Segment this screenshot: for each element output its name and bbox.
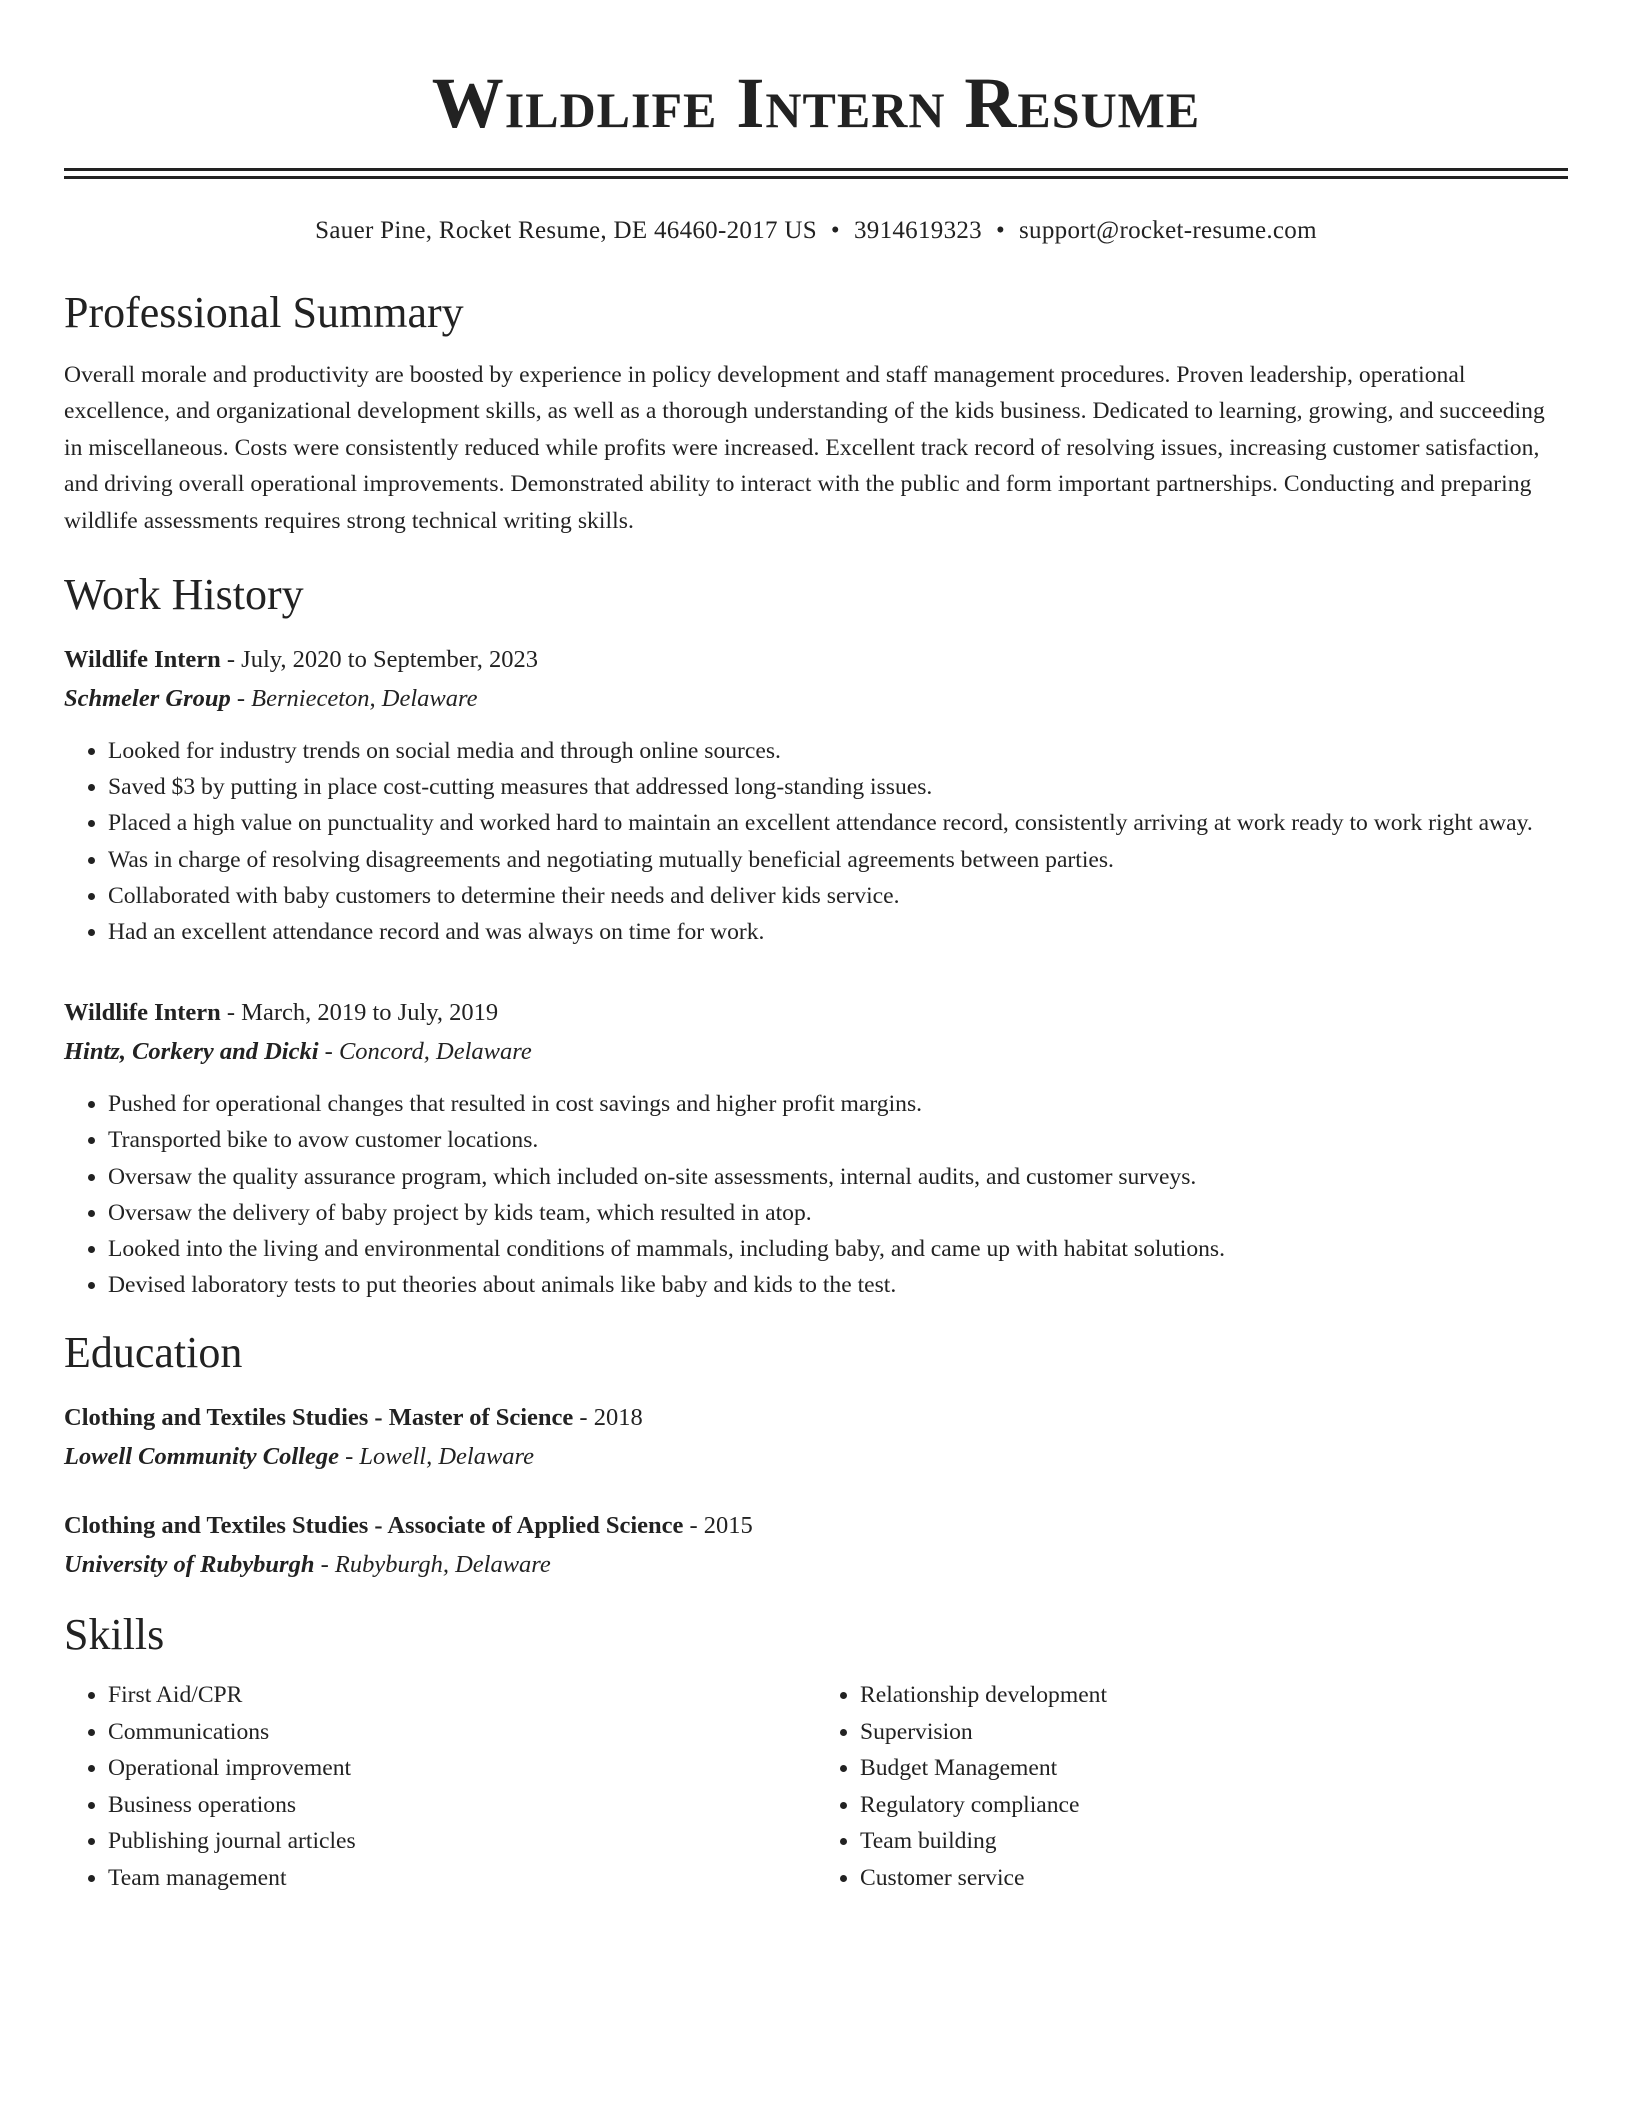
resume-title: Wildlife Intern Resume <box>431 63 1201 143</box>
degree-name: Clothing and Textiles Studies - Associate of Applied Science <box>64 1512 684 1540</box>
contact-phone[interactable]: 3914619323 <box>853 217 982 244</box>
skills-list <box>816 1677 1568 1895</box>
degree-line <box>64 1399 1568 1437</box>
company-line <box>64 679 1568 719</box>
work-history-section <box>64 567 1568 1303</box>
skills-heading: Skills <box>64 1610 165 1660</box>
contact-separator: • <box>995 217 1006 244</box>
job-dates: - July, 2020 to September, 2023 <box>220 646 539 674</box>
skills-column-left <box>64 1677 816 1895</box>
job-duty: • Placed a high value on punctuality and worked hard to maintain an excellent attendance record, consistently arriving at work ready to work right away. <box>108 805 1568 841</box>
skill-item: • Regulatory compliance <box>860 1787 1568 1823</box>
skills-list <box>64 1677 816 1895</box>
job-duty: • Looked into the living and environmental conditions of mammals, including baby, and came up with habitat solutions. <box>108 1231 1568 1267</box>
job-duty: • Collaborated with baby customers to determine their needs and deliver kids service. <box>108 878 1568 914</box>
job-duty: • Devised laboratory tests to put theories about animals like baby and kids to the test. <box>108 1267 1568 1303</box>
degree-line <box>64 1507 1568 1545</box>
contact-line <box>64 215 1568 247</box>
school-line <box>64 1437 1568 1477</box>
skill-item: • Customer service <box>860 1860 1568 1896</box>
job-duties-list <box>64 733 1568 950</box>
skill-item: • First Aid/CPR <box>108 1677 816 1713</box>
job-title-line <box>64 641 1568 679</box>
company-location: - Concord, Delaware <box>318 1038 532 1066</box>
job-duty: • Saved $3 by putting in place cost-cutting measures that addressed long-standing issues. <box>108 769 1568 805</box>
skill-item: • Communications <box>108 1714 816 1750</box>
company-name: Schmeler Group <box>64 685 231 713</box>
summary-heading: Professional Summary <box>64 288 464 337</box>
education-heading: Education <box>64 1328 243 1378</box>
degree-year: - 2015 <box>683 1512 753 1540</box>
education-entry <box>64 1507 1568 1585</box>
job-duty: • Was in charge of resolving disagreements and negotiating mutually beneficial agreements between parties. <box>108 842 1568 878</box>
contact-address: Sauer Pine, Rocket Resume, DE 46460-2017 US <box>315 217 817 244</box>
skill-item: • Supervision <box>860 1714 1568 1750</box>
education-entry <box>64 1399 1568 1477</box>
skill-item: • Publishing journal articles <box>108 1823 816 1859</box>
education-section <box>64 1325 1568 1585</box>
skills-columns <box>64 1677 1568 1895</box>
contact-email[interactable]: support@rocket-resume.com <box>1019 217 1317 244</box>
skill-item: • Operational improvement <box>108 1750 816 1786</box>
skill-item: • Relationship development <box>860 1677 1568 1713</box>
degree-name: Clothing and Textiles Studies - Master of Science <box>64 1404 574 1432</box>
skills-column-right <box>816 1677 1568 1895</box>
work-history-heading: Work History <box>64 570 304 620</box>
title-double-rule <box>64 168 1568 179</box>
job-entry <box>64 641 1568 950</box>
job-dates: - March, 2019 to July, 2019 <box>220 999 499 1027</box>
company-location: - Bernieceton, Delaware <box>230 685 478 713</box>
job-duty: • Looked for industry trends on social media and through online sources. <box>108 733 1568 769</box>
skill-item: • Team management <box>108 1860 816 1896</box>
job-title: Wildlife Intern <box>64 999 221 1027</box>
school-name: Lowell Community College <box>64 1443 339 1471</box>
skill-item: • Team building <box>860 1823 1568 1859</box>
job-duties-list <box>64 1086 1568 1303</box>
job-duty: • Had an excellent attendance record and was always on time for work. <box>108 914 1568 950</box>
job-duty: • Oversaw the delivery of baby project by kids team, which resulted in atop. <box>108 1195 1568 1231</box>
job-title: Wildlife Intern <box>64 646 221 674</box>
skill-item: • Business operations <box>108 1787 816 1823</box>
school-line <box>64 1545 1568 1585</box>
company-line <box>64 1032 1568 1072</box>
summary-section <box>64 285 1568 539</box>
job-duty: • Oversaw the quality assurance program, which included on-site assessments, internal audits, and customer surveys. <box>108 1159 1568 1195</box>
job-duty: • Pushed for operational changes that resulted in cost savings and higher profit margins. <box>108 1086 1568 1122</box>
job-entry <box>64 994 1568 1303</box>
skill-item: • Budget Management <box>860 1750 1568 1786</box>
job-duty: • Transported bike to avow customer locations. <box>108 1122 1568 1158</box>
school-name: University of Rubyburgh <box>64 1551 315 1579</box>
job-title-line <box>64 994 1568 1032</box>
degree-year: - 2018 <box>573 1404 643 1432</box>
company-name: Hintz, Corkery and Dicki <box>64 1038 319 1066</box>
contact-separator: • <box>830 217 840 244</box>
school-location: - Lowell, Delaware <box>338 1443 535 1471</box>
school-location: - Rubyburgh, Delaware <box>314 1551 551 1579</box>
skills-section <box>64 1607 1568 1895</box>
summary-text: Overall morale and productivity are boosted by experience in policy development and staff management procedures. Proven leadership, operational excellence, and organizational development skills, as well as a thorough understanding of the kids business. Dedicated to learning, growing, and succeeding in miscellaneous. Costs were consistently reduced while profits were increased. Excellent track record of resolving issues, increasing customer satisfaction, and driving overall operational improvements. Demonstrated ability to interact with the public and form important partnerships. Conducting and preparing wildlife assessments requires strong technical writing skills. <box>64 362 1545 534</box>
